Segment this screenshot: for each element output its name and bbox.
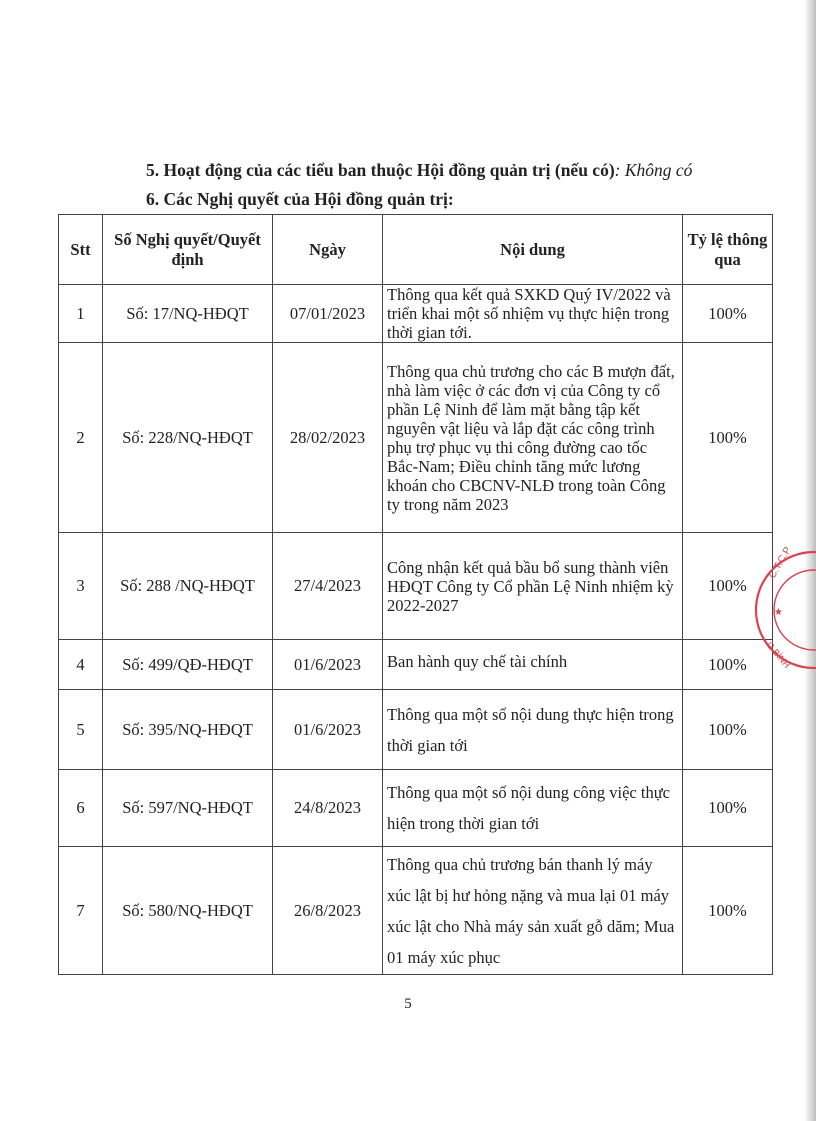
row-date: 01/6/2023 bbox=[273, 640, 383, 690]
section-5-label: 5. Hoạt động của các tiểu ban thuộc Hội đồng quản trị (nếu có) bbox=[146, 160, 615, 180]
table-row bbox=[59, 343, 773, 533]
seal-text-ctcp: C.T.C.P bbox=[767, 545, 794, 581]
row-date: 26/8/2023 bbox=[273, 847, 383, 975]
header-number: Số Nghị quyết/Quyết định bbox=[103, 215, 273, 285]
table-row bbox=[59, 285, 773, 343]
row-rate: 100% bbox=[683, 343, 773, 533]
row-date: 07/01/2023 bbox=[273, 285, 383, 343]
row-rate: 100% bbox=[683, 285, 773, 343]
header-stt: Stt bbox=[59, 215, 103, 285]
header-date: Ngày bbox=[273, 215, 383, 285]
table-row bbox=[59, 770, 773, 847]
row-rate: 100% bbox=[683, 690, 773, 770]
row-stt: 1 bbox=[59, 285, 103, 343]
row-content: Thông qua chủ trương cho các B mượn đất, nhà làm việc ở các đơn vị của Công ty cổ phần Lệ Ninh để làm mặt bằng tập kết nguyên vật liệu và lắp đặt các công trình phụ trợ phục vụ thi công đường cao tốc Bắc-Nam; Điều chỉnh tăng mức lương khoán cho CBCNV-NLĐ trong toàn Công ty trong năm 2023 bbox=[383, 343, 683, 533]
table-row bbox=[59, 640, 773, 690]
row-rate: 100% bbox=[683, 533, 773, 640]
row-number: Số: 597/NQ-HĐQT bbox=[103, 770, 273, 847]
table-row bbox=[59, 847, 773, 975]
table-row bbox=[59, 533, 773, 640]
row-number: Số: 395/NQ-HĐQT bbox=[103, 690, 273, 770]
row-date: 27/4/2023 bbox=[273, 533, 383, 640]
row-rate: 100% bbox=[683, 770, 773, 847]
row-content: Thông qua một số nội dung thực hiện trong thời gian tới bbox=[383, 690, 683, 770]
table-header-row bbox=[59, 215, 773, 285]
row-rate: 100% bbox=[683, 640, 773, 690]
row-stt: 3 bbox=[59, 533, 103, 640]
row-number: Số: 288 /NQ-HĐQT bbox=[103, 533, 273, 640]
section-6-heading: 6. Các Nghị quyết của Hội đồng quản trị: bbox=[146, 189, 454, 209]
table-row bbox=[59, 690, 773, 770]
row-content: Thông qua chủ trương bán thanh lý máy xúc lật bị hư hỏng nặng và mua lại 01 máy xúc lật cho Nhà máy sản xuất gỗ dăm; Mua 01 máy xúc phục bbox=[383, 847, 683, 975]
seal-text-binh: G BÌNH bbox=[764, 639, 793, 671]
row-stt: 5 bbox=[59, 690, 103, 770]
row-content: Công nhận kết quả bầu bổ sung thành viên HĐQT Công ty Cổ phần Lệ Ninh nhiệm kỳ 2022-2027 bbox=[383, 533, 683, 640]
row-number: Số: 499/QĐ-HĐQT bbox=[103, 640, 273, 690]
row-content: Thông qua kết quả SXKD Quý IV/2022 và triển khai một số nhiệm vụ thực hiện trong thời gian tới. bbox=[383, 285, 683, 343]
row-number: Số: 17/NQ-HĐQT bbox=[103, 285, 273, 343]
row-content: Thông qua một số nội dung công việc thực hiện trong thời gian tới bbox=[383, 770, 683, 847]
seal-star: ★ bbox=[774, 607, 783, 618]
row-stt: 2 bbox=[59, 343, 103, 533]
section-5-value: : Không có bbox=[614, 160, 693, 180]
company-seal-stamp bbox=[752, 545, 816, 675]
page-number: 5 bbox=[404, 996, 412, 1012]
row-date: 01/6/2023 bbox=[273, 690, 383, 770]
row-date: 24/8/2023 bbox=[273, 770, 383, 847]
row-stt: 7 bbox=[59, 847, 103, 975]
row-content: Ban hành quy chế tài chính bbox=[383, 640, 683, 690]
section-5-heading bbox=[146, 160, 692, 181]
header-content: Nội dung bbox=[383, 215, 683, 285]
header-rate: Tỷ lệ thông qua bbox=[683, 215, 773, 285]
resolutions-table bbox=[58, 214, 773, 975]
row-stt: 4 bbox=[59, 640, 103, 690]
row-stt: 6 bbox=[59, 770, 103, 847]
row-date: 28/02/2023 bbox=[273, 343, 383, 533]
row-number: Số: 228/NQ-HĐQT bbox=[103, 343, 273, 533]
row-number: Số: 580/NQ-HĐQT bbox=[103, 847, 273, 975]
row-rate: 100% bbox=[683, 847, 773, 975]
seal-outer-ring bbox=[756, 552, 816, 671]
